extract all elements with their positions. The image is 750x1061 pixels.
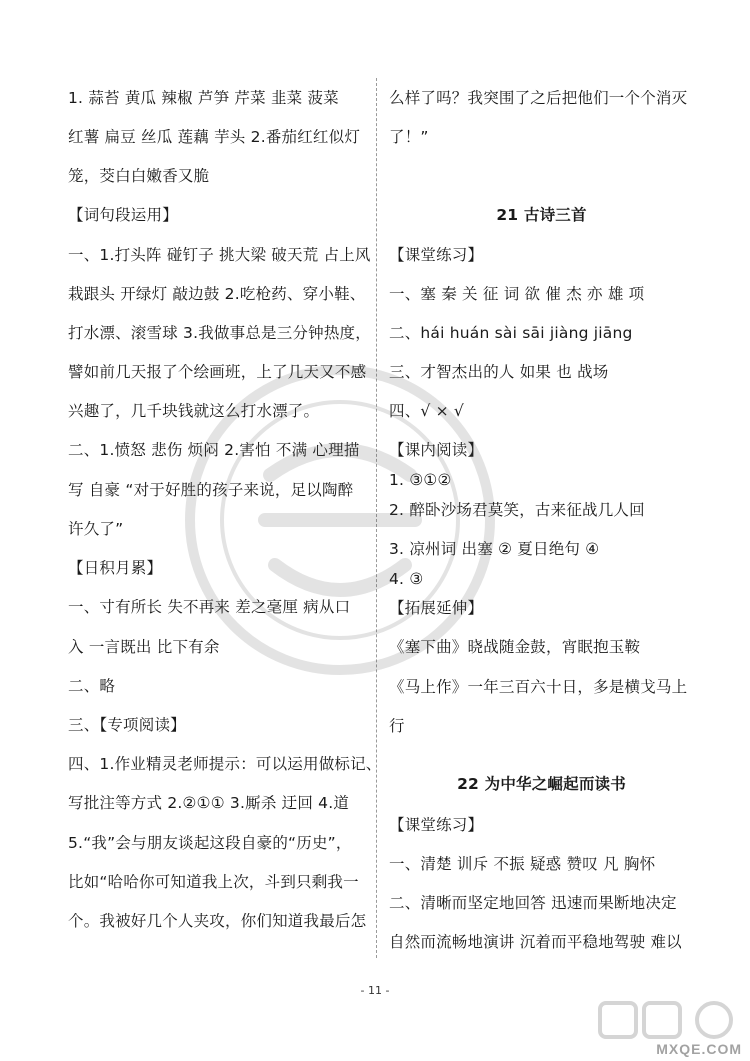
text-line: 《塞下曲》晓战随金鼓，宵眠抱玉鞍 (389, 638, 641, 656)
text-line: 红薯 扁豆 丝瓜 莲藕 芋头 2.番茄红红似灯 (68, 128, 361, 146)
section-label: 【课堂练习】 (389, 816, 484, 834)
text-line: 写批注等方式 2.②①① 3.厮杀 迂回 4.道 (68, 794, 350, 812)
text-line: 三、才智杰出的人 如果 也 战场 (389, 363, 609, 381)
text-line: 二、hái huán sài sāi jiàng jiāng (389, 324, 633, 342)
text-line: 三、【专项阅读】 (68, 716, 186, 734)
text-line: 一、寸有所长 失不再来 差之毫厘 病从口 (68, 598, 351, 616)
text-line: 一、塞 秦 关 征 词 欲 催 杰 亦 雄 项 (389, 285, 645, 303)
text-line: 一、1.打头阵 碰钉子 挑大梁 破天荒 占上风 (68, 246, 371, 264)
text-line: 兴趣了，几千块钱就这么打水漂了。 (68, 402, 320, 420)
text-line: 比如“哈哈你可知道我上次，斗到只剩我一 (68, 873, 359, 891)
text-line: 二、清晰而坚定地回答 迅速而果断地决定 (389, 894, 677, 912)
section-label: 【课内阅读】 (389, 441, 484, 459)
section-label: 【词句段运用】 (68, 206, 178, 224)
text-line: 《马上作》一年三百六十日，多是横戈马上 (389, 678, 688, 696)
text-line: 二、1.愤怒 悲伤 烦闷 2.害怕 不满 心理描 (68, 441, 360, 459)
text-line: 了！” (389, 128, 429, 146)
text-line: 栽跟头 开绿灯 敲边鼓 2.吃枪药、穿小鞋、 (68, 285, 366, 303)
text-line: 譬如前几天报了个绘画班，上了几天又不感 (68, 363, 367, 381)
text-line: 自然而流畅地演讲 沉着而平稳地驾驶 难以 (389, 933, 682, 951)
watermark-logo-text: MXQE.COM (656, 1041, 742, 1057)
text-line: 4. ③ (389, 570, 424, 588)
text-line: 2. 醉卧沙场君莫笑，古来征战几人回 (389, 501, 645, 519)
column-divider (376, 78, 377, 958)
section-label: 【拓展延伸】 (389, 599, 484, 617)
text-line: 许久了” (68, 520, 124, 538)
text-line: 3. 凉州词 出塞 ② 夏日绝句 ④ (389, 540, 600, 558)
text-line: 二、略 (68, 677, 116, 695)
text-line: 行 (389, 717, 405, 735)
section-label: 【课堂练习】 (389, 246, 484, 264)
text-line: 四、√ × √ (389, 402, 464, 420)
lesson-22-title: 22 为中华之崛起而读书 (457, 775, 626, 793)
text-line: 个。我被好几个人夹攻，你们知道我最后怎 (68, 912, 367, 930)
text-line: 么样了吗？我突围了之后把他们一个个消灭 (389, 89, 688, 107)
text-line: 入 一言既出 比下有余 (68, 638, 220, 656)
text-line: 写 自豪 “对于好胜的孩子来说，足以陶醉 (68, 481, 354, 499)
text-line: 打水漂、滚雪球 3.我做事总是三分钟热度， (68, 324, 371, 342)
lesson-21-title: 21 古诗三首 (496, 206, 587, 224)
text-line: 1. ③①② (389, 471, 452, 489)
text-line: 笼，茭白白嫩香又脆 (68, 167, 210, 185)
text-line: 四、1.作业精灵老师提示：可以运用做标记、 (68, 755, 382, 773)
section-label: 【日积月累】 (68, 559, 163, 577)
text-line: 一、清楚 训斥 不振 疑惑 赞叹 凡 胸怀 (389, 855, 656, 873)
page-number: - 11 - (360, 984, 390, 997)
text-line: 1. 蒜苔 黄瓜 辣椒 芦笋 芹菜 韭菜 菠菜 (68, 89, 339, 107)
text-line: 5.“我”会与朋友谈起这段自豪的“历史”， (68, 834, 352, 852)
